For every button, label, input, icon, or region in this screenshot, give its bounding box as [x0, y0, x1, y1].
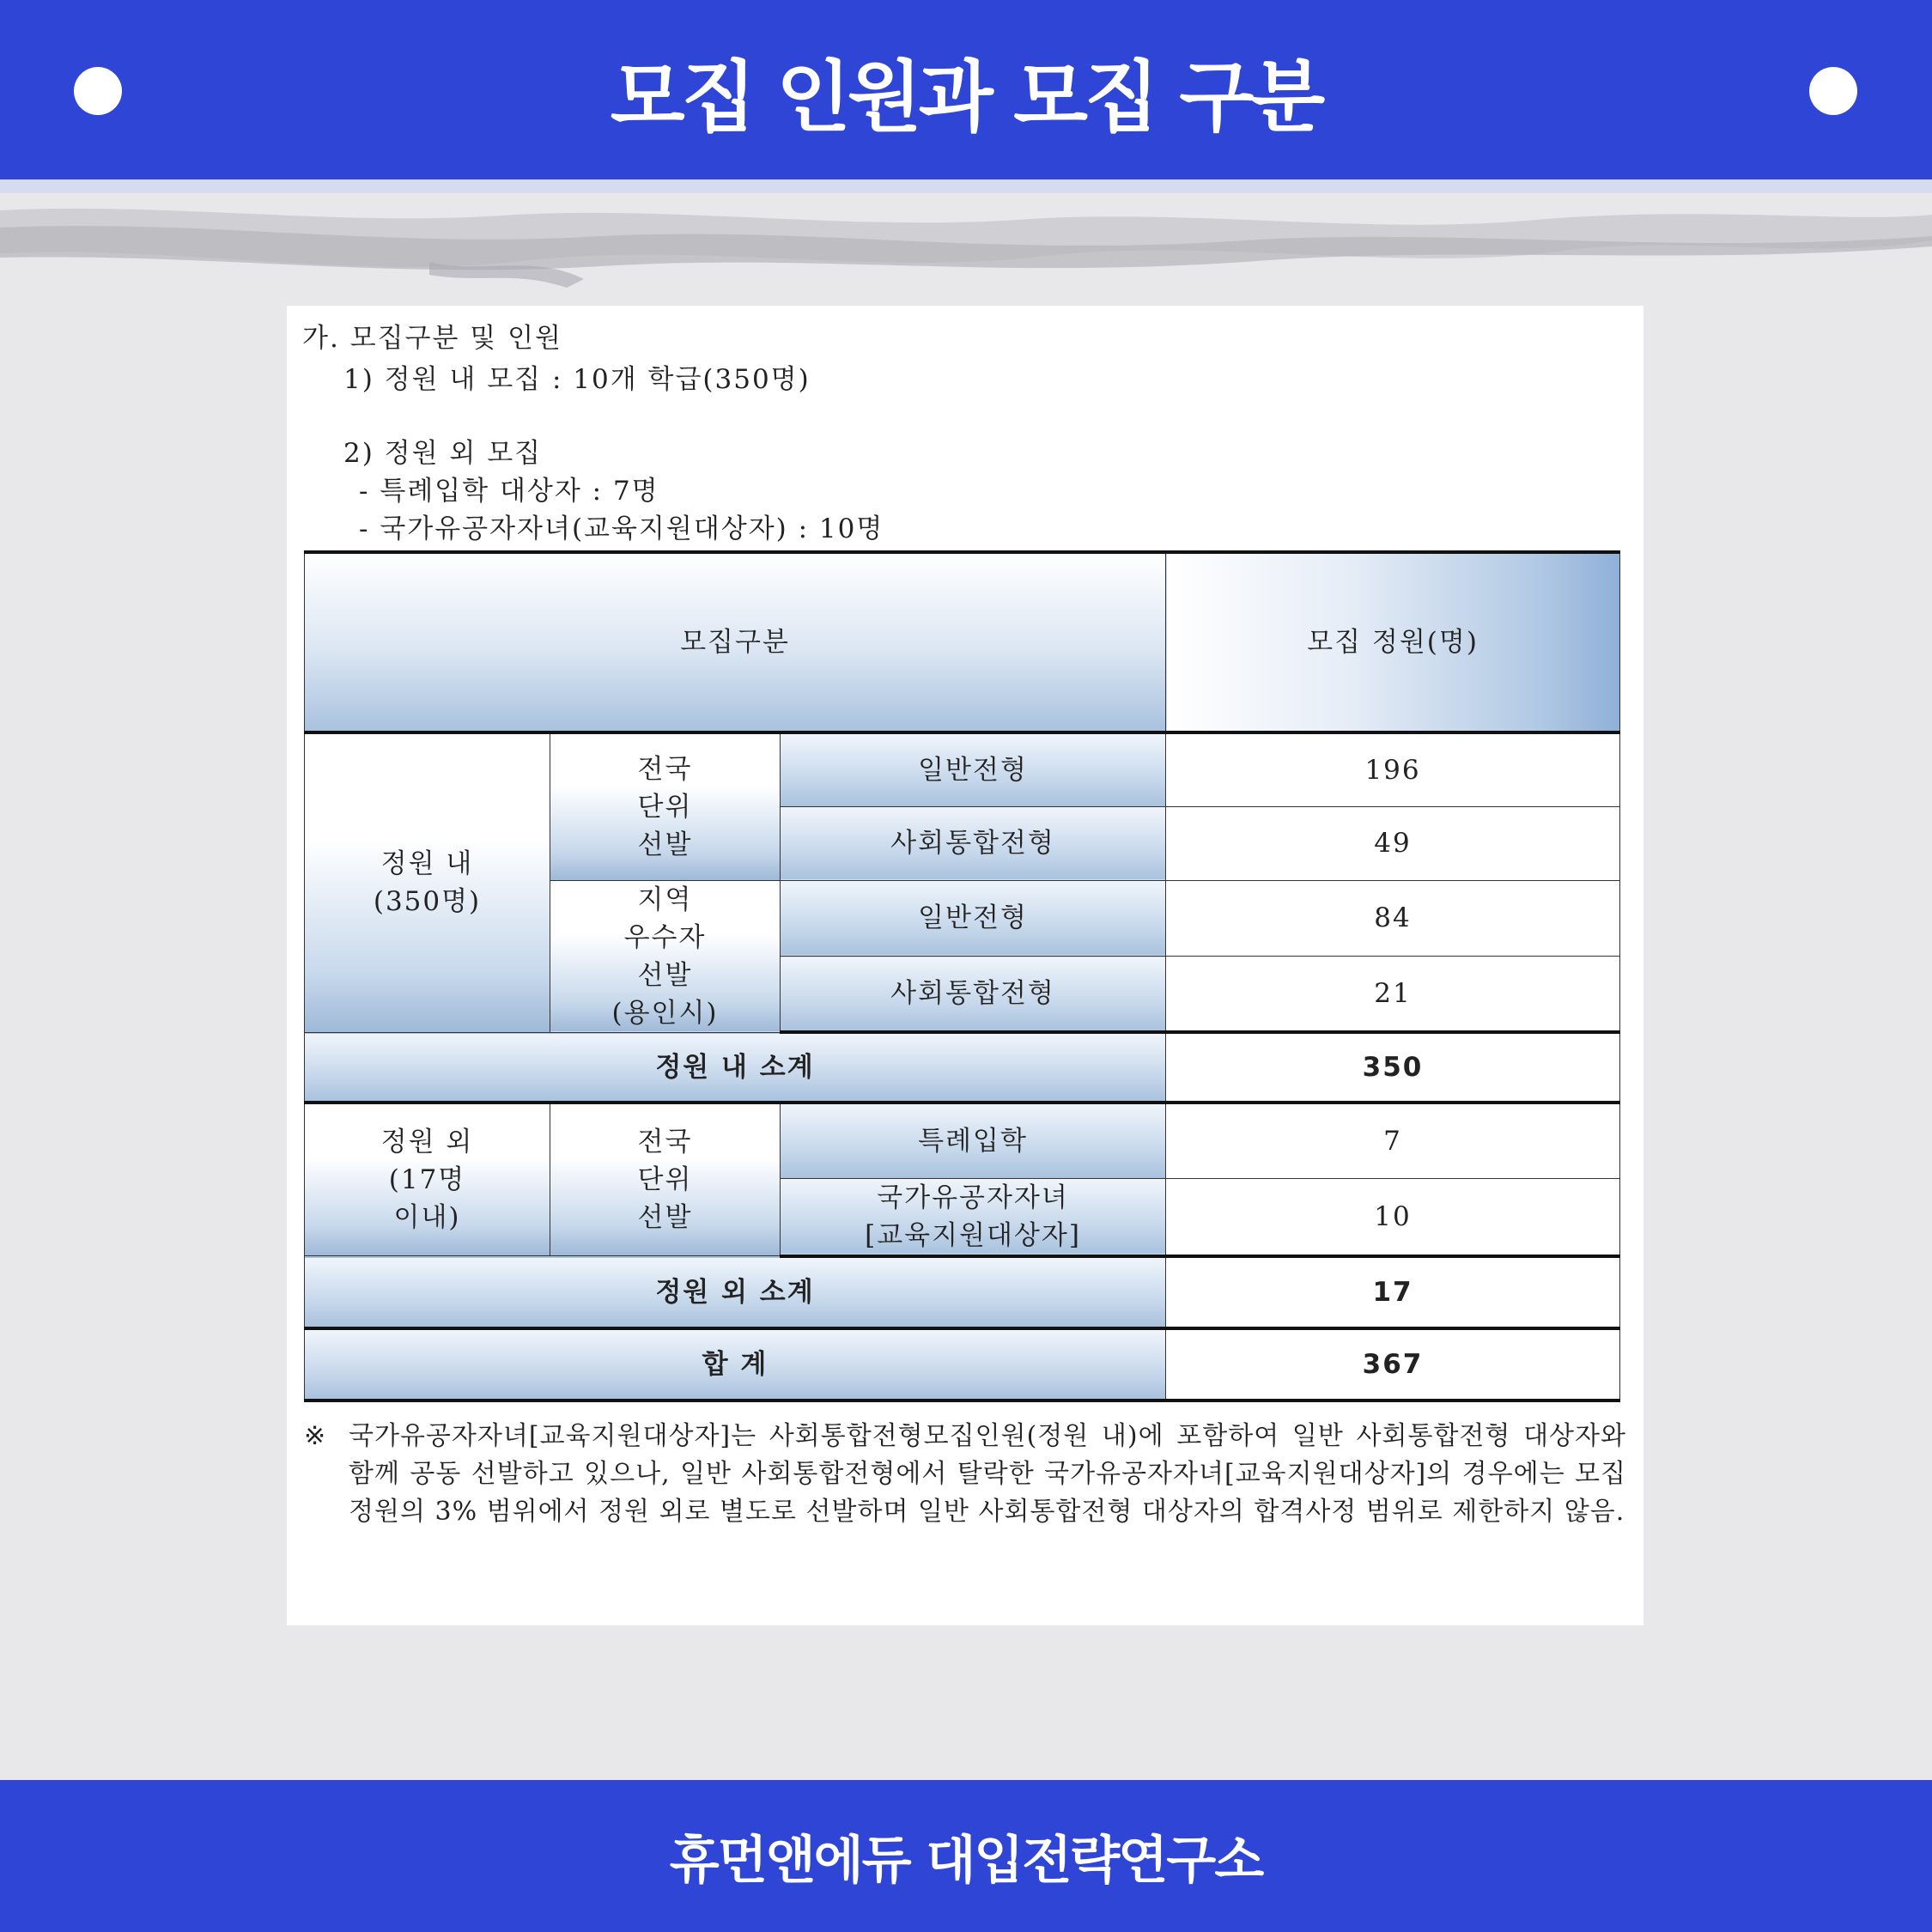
footer-brand: 휴먼앤에듀 대입전략연구소: [669, 1830, 1263, 1891]
value-cell: 84: [1166, 880, 1620, 957]
type-cell: 사회통합전형: [781, 806, 1166, 880]
national-selection: 전국 단위 선발: [550, 732, 781, 880]
quota-table: [304, 550, 1620, 1402]
item-2b: - 국가유공자자녀(교육지원대상자) : 10명: [359, 513, 884, 544]
value-cell: 21: [1166, 957, 1620, 1033]
torn-paper-decoration: [0, 193, 1932, 296]
note-mark: ※: [304, 1421, 327, 1451]
subtotal-out-label: 정원 외 소계: [305, 1256, 1166, 1328]
group-out-quota: 정원 외 (17명 이내): [305, 1103, 550, 1256]
footer-bar: [0, 1780, 1932, 1932]
subtotal-out-value: 17: [1166, 1256, 1620, 1328]
item-1: 1) 정원 내 모집 : 10개 학급(350명): [343, 364, 811, 395]
circle-icon: [1809, 67, 1857, 115]
document-image: [287, 306, 1643, 1625]
header-bar: [0, 0, 1932, 179]
type-cell: 특례입학: [781, 1103, 1166, 1178]
type-cell: 국가유공자자녀 [교육지원대상자]: [781, 1178, 1166, 1256]
regional-selection: 지역 우수자 선발 (용인시): [550, 880, 781, 1032]
type-cell: 일반전형: [781, 880, 1166, 957]
subtotal-in-label: 정원 내 소계: [305, 1032, 1166, 1103]
value-cell: 49: [1166, 806, 1620, 880]
subtotal-in-value: 350: [1166, 1032, 1620, 1103]
value-cell: 10: [1166, 1178, 1620, 1256]
header-quota: 모집 정원(명): [1166, 552, 1620, 732]
total-label: 합 계: [305, 1328, 1166, 1400]
section-heading: 가. 모집구분 및 인원: [302, 323, 562, 354]
header-band: [0, 179, 1932, 193]
total-value: 367: [1166, 1328, 1620, 1400]
footnote-text: 국가유공자자녀[교육지원대상자]는 사회통합전형모집인원(정원 내)에 포함하여 일반 사회통합전형 대상자와 함께 공동 선발하고 있으나, 일반 사회통합전형에서 탈락한 국가유공자자녀[교육지원대상자]의 경우에는 모집 정원의 3% 범위에서 정원 외로 별도로 선발하며 일반 사회통합전형 대상자의 합격사정 범위로 제한하지 않음.: [349, 1421, 1626, 1527]
item-2: 2) 정원 외 모집: [343, 438, 543, 469]
circle-icon: [74, 67, 122, 115]
footnote: [304, 1418, 1626, 1531]
type-cell: 일반전형: [781, 732, 1166, 806]
item-2a: - 특례입학 대상자 : 7명: [359, 476, 659, 507]
value-cell: 196: [1166, 732, 1620, 806]
value-cell: 7: [1166, 1103, 1620, 1178]
page-title: 모집 인원과 모집 구분: [610, 52, 1322, 143]
national-selection: 전국 단위 선발: [550, 1103, 781, 1256]
type-cell: 사회통합전형: [781, 957, 1166, 1033]
group-in-quota: 정원 내 (350명): [305, 732, 550, 1032]
header-category: 모집구분: [305, 552, 1166, 732]
